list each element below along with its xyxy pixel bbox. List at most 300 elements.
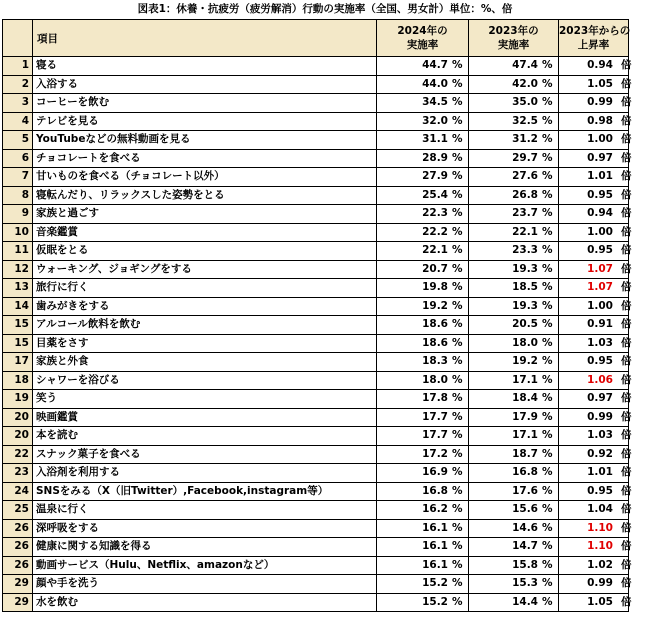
times-unit: 倍 <box>621 133 632 146</box>
rate-2024-cell <box>377 168 469 187</box>
table-row <box>3 279 629 298</box>
growth-ratio-value: 1.10 <box>587 521 613 534</box>
growth-ratio-value: 1.07 <box>587 281 613 294</box>
rate-2024-cell <box>377 316 469 335</box>
growth-ratio-cell <box>559 297 632 316</box>
percent-unit: % <box>452 133 463 146</box>
times-unit: 倍 <box>621 299 632 312</box>
percent-unit: % <box>542 466 553 479</box>
percent-unit: % <box>452 318 463 331</box>
rate-2023-value: 15.6 <box>512 503 538 516</box>
growth-ratio-value: 1.03 <box>587 429 613 442</box>
rate-2023-value: 47.4 <box>512 59 538 72</box>
percent-unit: % <box>542 151 553 164</box>
table-row <box>3 205 629 224</box>
growth-ratio-cell <box>559 445 632 464</box>
rate-2023-value: 18.4 <box>512 392 538 405</box>
table-body <box>3 57 632 612</box>
percent-unit: % <box>452 207 463 220</box>
growth-ratio-cell <box>559 371 632 390</box>
percent-unit: % <box>542 484 553 497</box>
activity-rate-table <box>2 19 632 612</box>
percent-unit: % <box>452 114 463 127</box>
rank-cell: 22 <box>3 445 33 464</box>
growth-ratio-value: 0.97 <box>587 151 613 164</box>
growth-ratio-cell <box>559 149 632 168</box>
growth-ratio-value: 0.99 <box>587 577 613 590</box>
table-row <box>3 501 629 520</box>
growth-ratio-value: 0.91 <box>587 318 613 331</box>
item-cell: テレビを見る <box>33 112 377 131</box>
percent-unit: % <box>542 59 553 72</box>
rate-2023-value: 29.7 <box>512 151 538 164</box>
growth-ratio-cell <box>559 427 632 446</box>
item-cell: 寝る <box>33 57 377 76</box>
item-cell: 仮眠をとる <box>33 242 377 261</box>
rate-2024-cell <box>377 57 469 76</box>
header-item: 項目 <box>33 20 377 57</box>
rate-2024-value: 16.8 <box>422 484 448 497</box>
rate-2024-value: 18.6 <box>422 336 448 349</box>
rate-2023-value: 16.8 <box>512 466 538 479</box>
growth-ratio-value: 1.02 <box>587 558 613 571</box>
header-2024-line2: 実施率 <box>406 39 439 51</box>
percent-unit: % <box>542 281 553 294</box>
rank-cell: 9 <box>3 205 33 224</box>
table-row <box>3 408 629 427</box>
growth-ratio-cell <box>559 538 632 557</box>
rate-2024-value: 28.9 <box>422 151 448 164</box>
header-2023-line1: 2023年の <box>488 25 539 37</box>
item-cell: 深呼吸をする <box>33 519 377 538</box>
percent-unit: % <box>542 410 553 423</box>
rate-2024-value: 22.1 <box>422 244 448 257</box>
rank-cell: 15 <box>3 334 33 353</box>
rate-2024-cell <box>377 556 469 575</box>
header-2024-line1: 2024年の <box>397 25 448 37</box>
rank-cell: 19 <box>3 390 33 409</box>
rate-2024-value: 34.5 <box>422 96 448 109</box>
table-row <box>3 168 629 187</box>
growth-ratio-cell <box>559 575 632 594</box>
rate-2024-value: 32.0 <box>422 114 448 127</box>
rate-2024-value: 16.9 <box>422 466 448 479</box>
growth-ratio-cell <box>559 94 632 113</box>
times-unit: 倍 <box>621 207 632 220</box>
rate-2024-value: 16.1 <box>422 521 448 534</box>
rate-2023-cell <box>469 57 559 76</box>
rate-2024-cell <box>377 279 469 298</box>
rate-2024-value: 22.3 <box>422 207 448 220</box>
rate-2023-cell <box>469 112 559 131</box>
table-row <box>3 94 629 113</box>
header-growth-ratio <box>559 20 629 57</box>
table-row <box>3 242 629 261</box>
item-cell: 顔や手を洗う <box>33 575 377 594</box>
rate-2023-cell <box>469 353 559 372</box>
item-cell: 入浴する <box>33 75 377 94</box>
rank-cell: 20 <box>3 427 33 446</box>
rate-2024-value: 18.6 <box>422 318 448 331</box>
rate-2024-cell <box>377 94 469 113</box>
growth-ratio-cell <box>559 112 632 131</box>
growth-ratio-cell <box>559 260 632 279</box>
growth-ratio-value: 0.92 <box>587 447 613 460</box>
percent-unit: % <box>452 96 463 109</box>
rate-2024-value: 17.7 <box>422 410 448 423</box>
item-cell: YouTubeなどの無料動画を見る <box>33 131 377 150</box>
table-row <box>3 575 629 594</box>
rate-2024-value: 27.9 <box>422 170 448 183</box>
rate-2023-cell <box>469 75 559 94</box>
rate-2024-cell <box>377 334 469 353</box>
rate-2023-cell <box>469 519 559 538</box>
times-unit: 倍 <box>621 281 632 294</box>
rate-2023-cell <box>469 575 559 594</box>
item-cell: 家族と外食 <box>33 353 377 372</box>
item-cell: 水を飲む <box>33 593 377 612</box>
times-unit: 倍 <box>621 188 632 201</box>
item-cell: 家族と過ごす <box>33 205 377 224</box>
percent-unit: % <box>542 77 553 90</box>
table-row <box>3 75 629 94</box>
growth-ratio-cell <box>559 334 632 353</box>
rank-cell: 29 <box>3 575 33 594</box>
rank-cell: 26 <box>3 519 33 538</box>
rate-2023-value: 20.5 <box>512 318 538 331</box>
rate-2023-value: 27.6 <box>512 170 538 183</box>
percent-unit: % <box>452 466 463 479</box>
times-unit: 倍 <box>621 77 632 90</box>
rate-2024-cell <box>377 519 469 538</box>
percent-unit: % <box>542 373 553 386</box>
item-cell: 映画鑑賞 <box>33 408 377 427</box>
rate-2024-value: 44.7 <box>422 59 448 72</box>
growth-ratio-cell <box>559 205 632 224</box>
rank-cell: 5 <box>3 131 33 150</box>
percent-unit: % <box>542 540 553 553</box>
growth-ratio-cell <box>559 593 632 612</box>
growth-ratio-value: 1.05 <box>587 595 613 608</box>
rate-2023-value: 32.5 <box>512 114 538 127</box>
growth-ratio-value: 1.00 <box>587 225 613 238</box>
growth-ratio-cell <box>559 242 632 261</box>
table-row <box>3 390 629 409</box>
percent-unit: % <box>542 133 553 146</box>
growth-ratio-value: 1.10 <box>587 540 613 553</box>
rate-2024-cell <box>377 538 469 557</box>
rank-cell: 14 <box>3 297 33 316</box>
item-cell: スナック菓子を食べる <box>33 445 377 464</box>
growth-ratio-value: 0.94 <box>587 59 613 72</box>
growth-ratio-cell <box>559 57 632 76</box>
item-cell: 入浴剤を利用する <box>33 464 377 483</box>
table-row <box>3 519 629 538</box>
rate-2023-cell <box>469 593 559 612</box>
percent-unit: % <box>452 355 463 368</box>
table-row <box>3 593 629 612</box>
rate-2023-cell <box>469 149 559 168</box>
rank-cell: 17 <box>3 353 33 372</box>
item-cell: 健康に関する知識を得る <box>33 538 377 557</box>
percent-unit: % <box>452 595 463 608</box>
table-row <box>3 57 629 76</box>
percent-unit: % <box>542 262 553 275</box>
rate-2024-cell <box>377 371 469 390</box>
percent-unit: % <box>542 170 553 183</box>
rate-2024-cell <box>377 501 469 520</box>
times-unit: 倍 <box>621 355 632 368</box>
percent-unit: % <box>452 244 463 257</box>
percent-unit: % <box>452 188 463 201</box>
rate-2023-value: 19.3 <box>512 262 538 275</box>
growth-ratio-value: 1.00 <box>587 299 613 312</box>
times-unit: 倍 <box>621 96 632 109</box>
rank-cell: 1 <box>3 57 33 76</box>
rank-cell: 25 <box>3 501 33 520</box>
rate-2024-cell <box>377 131 469 150</box>
header-2023-rate <box>469 20 559 57</box>
rate-2023-value: 22.1 <box>512 225 538 238</box>
times-unit: 倍 <box>621 410 632 423</box>
header-no <box>3 20 33 57</box>
percent-unit: % <box>542 521 553 534</box>
rate-2023-cell <box>469 242 559 261</box>
table-row <box>3 149 629 168</box>
percent-unit: % <box>542 96 553 109</box>
percent-unit: % <box>452 336 463 349</box>
item-cell: 動画サービス（Hulu、Netflix、amazonなど） <box>33 556 377 575</box>
times-unit: 倍 <box>621 429 632 442</box>
rate-2023-value: 18.0 <box>512 336 538 349</box>
rate-2024-value: 17.7 <box>422 429 448 442</box>
growth-ratio-value: 1.01 <box>587 170 613 183</box>
times-unit: 倍 <box>621 262 632 275</box>
percent-unit: % <box>452 225 463 238</box>
growth-ratio-value: 0.95 <box>587 355 613 368</box>
times-unit: 倍 <box>621 59 632 72</box>
rate-2024-cell <box>377 112 469 131</box>
item-cell: ウォーキング、ジョギングをする <box>33 260 377 279</box>
percent-unit: % <box>542 577 553 590</box>
percent-unit: % <box>542 244 553 257</box>
rate-2024-cell <box>377 482 469 501</box>
growth-ratio-value: 0.97 <box>587 392 613 405</box>
rank-cell: 12 <box>3 260 33 279</box>
growth-ratio-cell <box>559 316 632 335</box>
growth-ratio-cell <box>559 390 632 409</box>
rank-cell: 26 <box>3 538 33 557</box>
growth-ratio-value: 0.94 <box>587 207 613 220</box>
rate-2023-cell <box>469 168 559 187</box>
rate-2024-value: 16.2 <box>422 503 448 516</box>
times-unit: 倍 <box>621 392 632 405</box>
rank-cell: 10 <box>3 223 33 242</box>
growth-ratio-value: 0.95 <box>587 484 613 497</box>
rate-2023-cell <box>469 501 559 520</box>
times-unit: 倍 <box>621 521 632 534</box>
growth-ratio-cell <box>559 556 632 575</box>
table-row <box>3 297 629 316</box>
rank-cell: 2 <box>3 75 33 94</box>
item-cell: 寝転んだり、リラックスした姿勢をとる <box>33 186 377 205</box>
times-unit: 倍 <box>621 503 632 516</box>
rate-2023-value: 31.2 <box>512 133 538 146</box>
rate-2024-cell <box>377 575 469 594</box>
times-unit: 倍 <box>621 577 632 590</box>
header-ratio-line1: 2023年からの <box>559 25 631 37</box>
times-unit: 倍 <box>621 447 632 460</box>
percent-unit: % <box>452 447 463 460</box>
times-unit: 倍 <box>621 336 632 349</box>
percent-unit: % <box>542 447 553 460</box>
item-cell: チョコレートを食べる <box>33 149 377 168</box>
times-unit: 倍 <box>621 595 632 608</box>
rate-2024-cell <box>377 593 469 612</box>
rate-2023-cell <box>469 316 559 335</box>
rate-2023-cell <box>469 538 559 557</box>
percent-unit: % <box>452 410 463 423</box>
rate-2024-value: 44.0 <box>422 77 448 90</box>
item-cell: SNSをみる（X（旧Twitter）,Facebook,instagram等） <box>33 482 377 501</box>
percent-unit: % <box>452 429 463 442</box>
table-row <box>3 316 629 335</box>
rate-2023-value: 14.6 <box>512 521 538 534</box>
rate-2024-cell <box>377 390 469 409</box>
rate-2023-cell <box>469 464 559 483</box>
growth-ratio-cell <box>559 501 632 520</box>
times-unit: 倍 <box>621 318 632 331</box>
rate-2023-value: 14.4 <box>512 595 538 608</box>
rate-2024-value: 17.2 <box>422 447 448 460</box>
growth-ratio-cell <box>559 186 632 205</box>
percent-unit: % <box>542 558 553 571</box>
rate-2024-value: 18.0 <box>422 373 448 386</box>
percent-unit: % <box>452 577 463 590</box>
times-unit: 倍 <box>621 373 632 386</box>
rank-cell: 6 <box>3 149 33 168</box>
growth-ratio-value: 0.95 <box>587 188 613 201</box>
rate-2024-value: 19.2 <box>422 299 448 312</box>
rank-cell: 13 <box>3 279 33 298</box>
rate-2023-value: 17.9 <box>512 410 538 423</box>
percent-unit: % <box>542 225 553 238</box>
rank-cell: 7 <box>3 168 33 187</box>
item-cell: コーヒーを飲む <box>33 94 377 113</box>
rate-2024-value: 31.1 <box>422 133 448 146</box>
rate-2024-cell <box>377 353 469 372</box>
header-ratio-line2: 上昇率 <box>577 39 610 51</box>
rate-2023-value: 26.8 <box>512 188 538 201</box>
times-unit: 倍 <box>621 151 632 164</box>
growth-ratio-value: 1.00 <box>587 133 613 146</box>
header-2024-rate <box>377 20 469 57</box>
rate-2024-value: 25.4 <box>422 188 448 201</box>
rate-2024-cell <box>377 427 469 446</box>
rate-2023-cell <box>469 131 559 150</box>
percent-unit: % <box>452 281 463 294</box>
item-cell: シャワーを浴びる <box>33 371 377 390</box>
table-row <box>3 556 629 575</box>
growth-ratio-cell <box>559 75 632 94</box>
rate-2023-cell <box>469 408 559 427</box>
rate-2023-cell <box>469 482 559 501</box>
rate-2023-value: 18.7 <box>512 447 538 460</box>
rank-cell: 24 <box>3 482 33 501</box>
percent-unit: % <box>452 373 463 386</box>
rate-2024-cell <box>377 464 469 483</box>
times-unit: 倍 <box>621 484 632 497</box>
table-row <box>3 334 629 353</box>
percent-unit: % <box>452 77 463 90</box>
percent-unit: % <box>542 429 553 442</box>
rate-2023-value: 14.7 <box>512 540 538 553</box>
growth-ratio-cell <box>559 279 632 298</box>
percent-unit: % <box>542 392 553 405</box>
percent-unit: % <box>452 484 463 497</box>
times-unit: 倍 <box>621 466 632 479</box>
times-unit: 倍 <box>621 225 632 238</box>
rate-2024-cell <box>377 242 469 261</box>
rate-2023-value: 23.3 <box>512 244 538 257</box>
percent-unit: % <box>542 503 553 516</box>
percent-unit: % <box>452 151 463 164</box>
table-row <box>3 223 629 242</box>
table-row <box>3 353 629 372</box>
table-row <box>3 464 629 483</box>
rank-cell: 23 <box>3 464 33 483</box>
rate-2023-cell <box>469 260 559 279</box>
rate-2023-cell <box>469 223 559 242</box>
growth-ratio-cell <box>559 464 632 483</box>
table-row <box>3 260 629 279</box>
percent-unit: % <box>452 59 463 72</box>
times-unit: 倍 <box>621 540 632 553</box>
rate-2023-cell <box>469 297 559 316</box>
rank-cell: 11 <box>3 242 33 261</box>
rate-2023-cell <box>469 445 559 464</box>
percent-unit: % <box>452 558 463 571</box>
table-row <box>3 427 629 446</box>
table-header-row <box>3 20 629 57</box>
rate-2023-cell <box>469 556 559 575</box>
item-cell: 本を読む <box>33 427 377 446</box>
table-caption: 図表1：休養・抗疲労（疲労解消）行動の実施率（全国、男女計）単位：%、倍 <box>137 3 513 15</box>
rate-2023-cell <box>469 205 559 224</box>
growth-ratio-cell <box>559 519 632 538</box>
rate-2023-cell <box>469 371 559 390</box>
table-row <box>3 112 629 131</box>
rate-2024-cell <box>377 408 469 427</box>
rate-2024-cell <box>377 260 469 279</box>
table-row <box>3 482 629 501</box>
item-cell: 旅行に行く <box>33 279 377 298</box>
rate-2024-cell <box>377 223 469 242</box>
rank-cell: 8 <box>3 186 33 205</box>
percent-unit: % <box>452 392 463 405</box>
times-unit: 倍 <box>621 170 632 183</box>
rate-2023-value: 18.5 <box>512 281 538 294</box>
rate-2024-value: 16.1 <box>422 540 448 553</box>
rate-2024-cell <box>377 445 469 464</box>
rate-2024-cell <box>377 205 469 224</box>
rate-2024-value: 20.7 <box>422 262 448 275</box>
times-unit: 倍 <box>621 244 632 257</box>
growth-ratio-cell <box>559 408 632 427</box>
rate-2023-cell <box>469 94 559 113</box>
rate-2023-cell <box>469 279 559 298</box>
rate-2023-value: 35.0 <box>512 96 538 109</box>
